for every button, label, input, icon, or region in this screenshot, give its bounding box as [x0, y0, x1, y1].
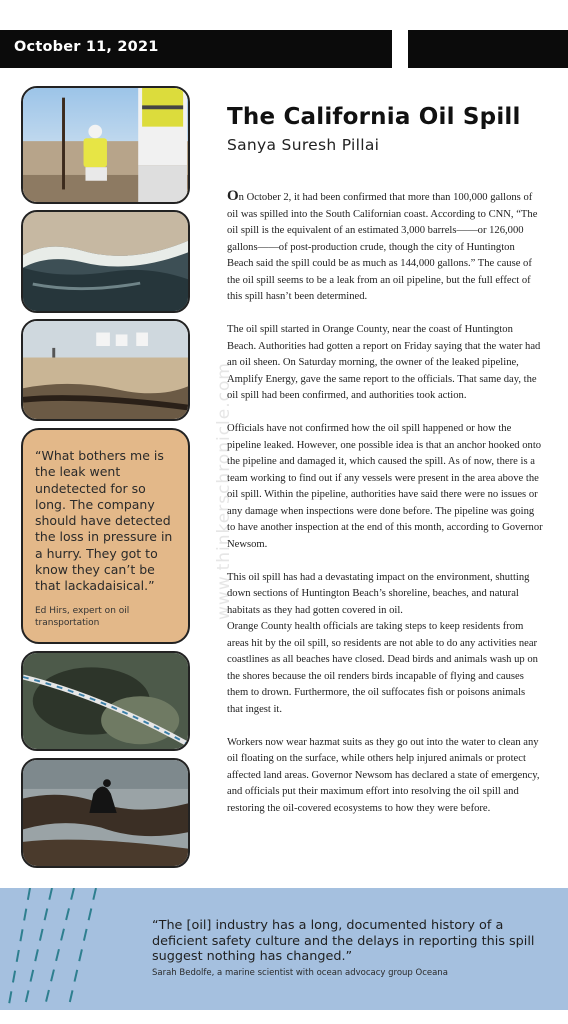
- pull-quote-text: “What bothers me is the leak went undetected for so long. The company should have detected the loss in pressure in a hurry. They got to know they can’t be that lackadaisical.”: [35, 448, 173, 594]
- pull-quote-attribution: Ed Hirs, expert on oil transportation: [35, 605, 130, 628]
- bottom-quote-text: “The [oil] industry has a long, documented history of a deficient safety culture and the delays in reporting this spill suggest nothing has changed.”: [152, 918, 535, 964]
- watermark-text: www.thinkerschronicle.com: [214, 362, 234, 620]
- photo-beach-oil-line: [21, 319, 190, 421]
- article-paragraph: [227, 188, 543, 306]
- article-author: Sanya Suresh Pillai: [227, 136, 380, 154]
- bottom-quote-attribution: Sarah Bedolfe, a marine scientist with ocean advocacy group Oceana: [152, 968, 448, 978]
- issue-date: October 11, 2021: [14, 39, 159, 55]
- dashed-lines-decoration: [0, 888, 140, 1010]
- photo-oiled-bird: [21, 758, 190, 868]
- article-paragraph: This oil spill has had a devastating impact on the environment, shutting down sections of Huntington Beach’s shoreline, beaches, and natural habitats as they had gotten covered in oil.: [227, 571, 530, 616]
- photo-cleanup-workers: [21, 86, 190, 204]
- article-paragraph: Officials have not confirmed how the oil spill happened or how the pipeline leaked. However, one possible idea is that an anchor hooked onto the pipeline and damaged it, which caused the spill. As of now, there is a team working to find out if any vessels were present in the area above the oil spill. Within the pipeline, authorities have said there were no issues or any damage when inspections were done before. The pipeline was going to have another inspection at the end of this month, according to Governor Newsom.: [227, 423, 543, 550]
- bottom-quote-band: [0, 888, 568, 1010]
- article-paragraph: Workers now wear hazmat suits as they go out into the water to clean any oil floating on the surface, while others help injured animals or protect affected land areas. Governor Newsom has declared a state of emergency, and officials put their maximum effort into resolving the oil spill and restoring the oil-covered ecosystems to how they were before.: [227, 736, 540, 814]
- drop-cap: O: [227, 188, 239, 204]
- article-paragraph: Orange County health officials are taking steps to keep residents from areas hit by the oil spill, so residents are not able to do any activities near coastlines as all beaches have closed. Dead birds and animals wash up on the shores because the oil renders birds incapable of flying and causes them to drown. Furthermore, the oil suffocates fish or poisons animals that ingest it.: [227, 621, 538, 715]
- photo-oil-boom: [21, 651, 190, 751]
- paragraph-text: n October 2, it had been confirmed that more than 100,000 gallons of oil was spilled into the South Californian coast. According to CNN, “The oil spill is the equivalent of an estimated 3,000 barrels——or 126,000 gallons——of post-production crude, though the city of Huntington Beach said the spill could be as much as 144,000 gallons.” The cause of the oil spill seems to be a leak from an oil pipeline, but the full effect of this spill hasn’t been determined.: [227, 192, 538, 302]
- pull-quote-card: [21, 428, 190, 644]
- header-bar-right: [408, 30, 568, 68]
- article-paragraph: The oil spill started in Orange County, near the coast of Huntington Beach. Authorities had gotten a report on Friday saying that the water had an oil sheen. On Saturday morning, the owner of the leaked pipeline, Amplify Energy, gave the same report to the officials. That same day, the oil spill had been confirmed, and authorities took action.: [227, 324, 541, 401]
- article-body: [227, 188, 543, 834]
- article-title: The California Oil Spill: [227, 104, 521, 130]
- photo-aerial-oil-slick: [21, 210, 190, 313]
